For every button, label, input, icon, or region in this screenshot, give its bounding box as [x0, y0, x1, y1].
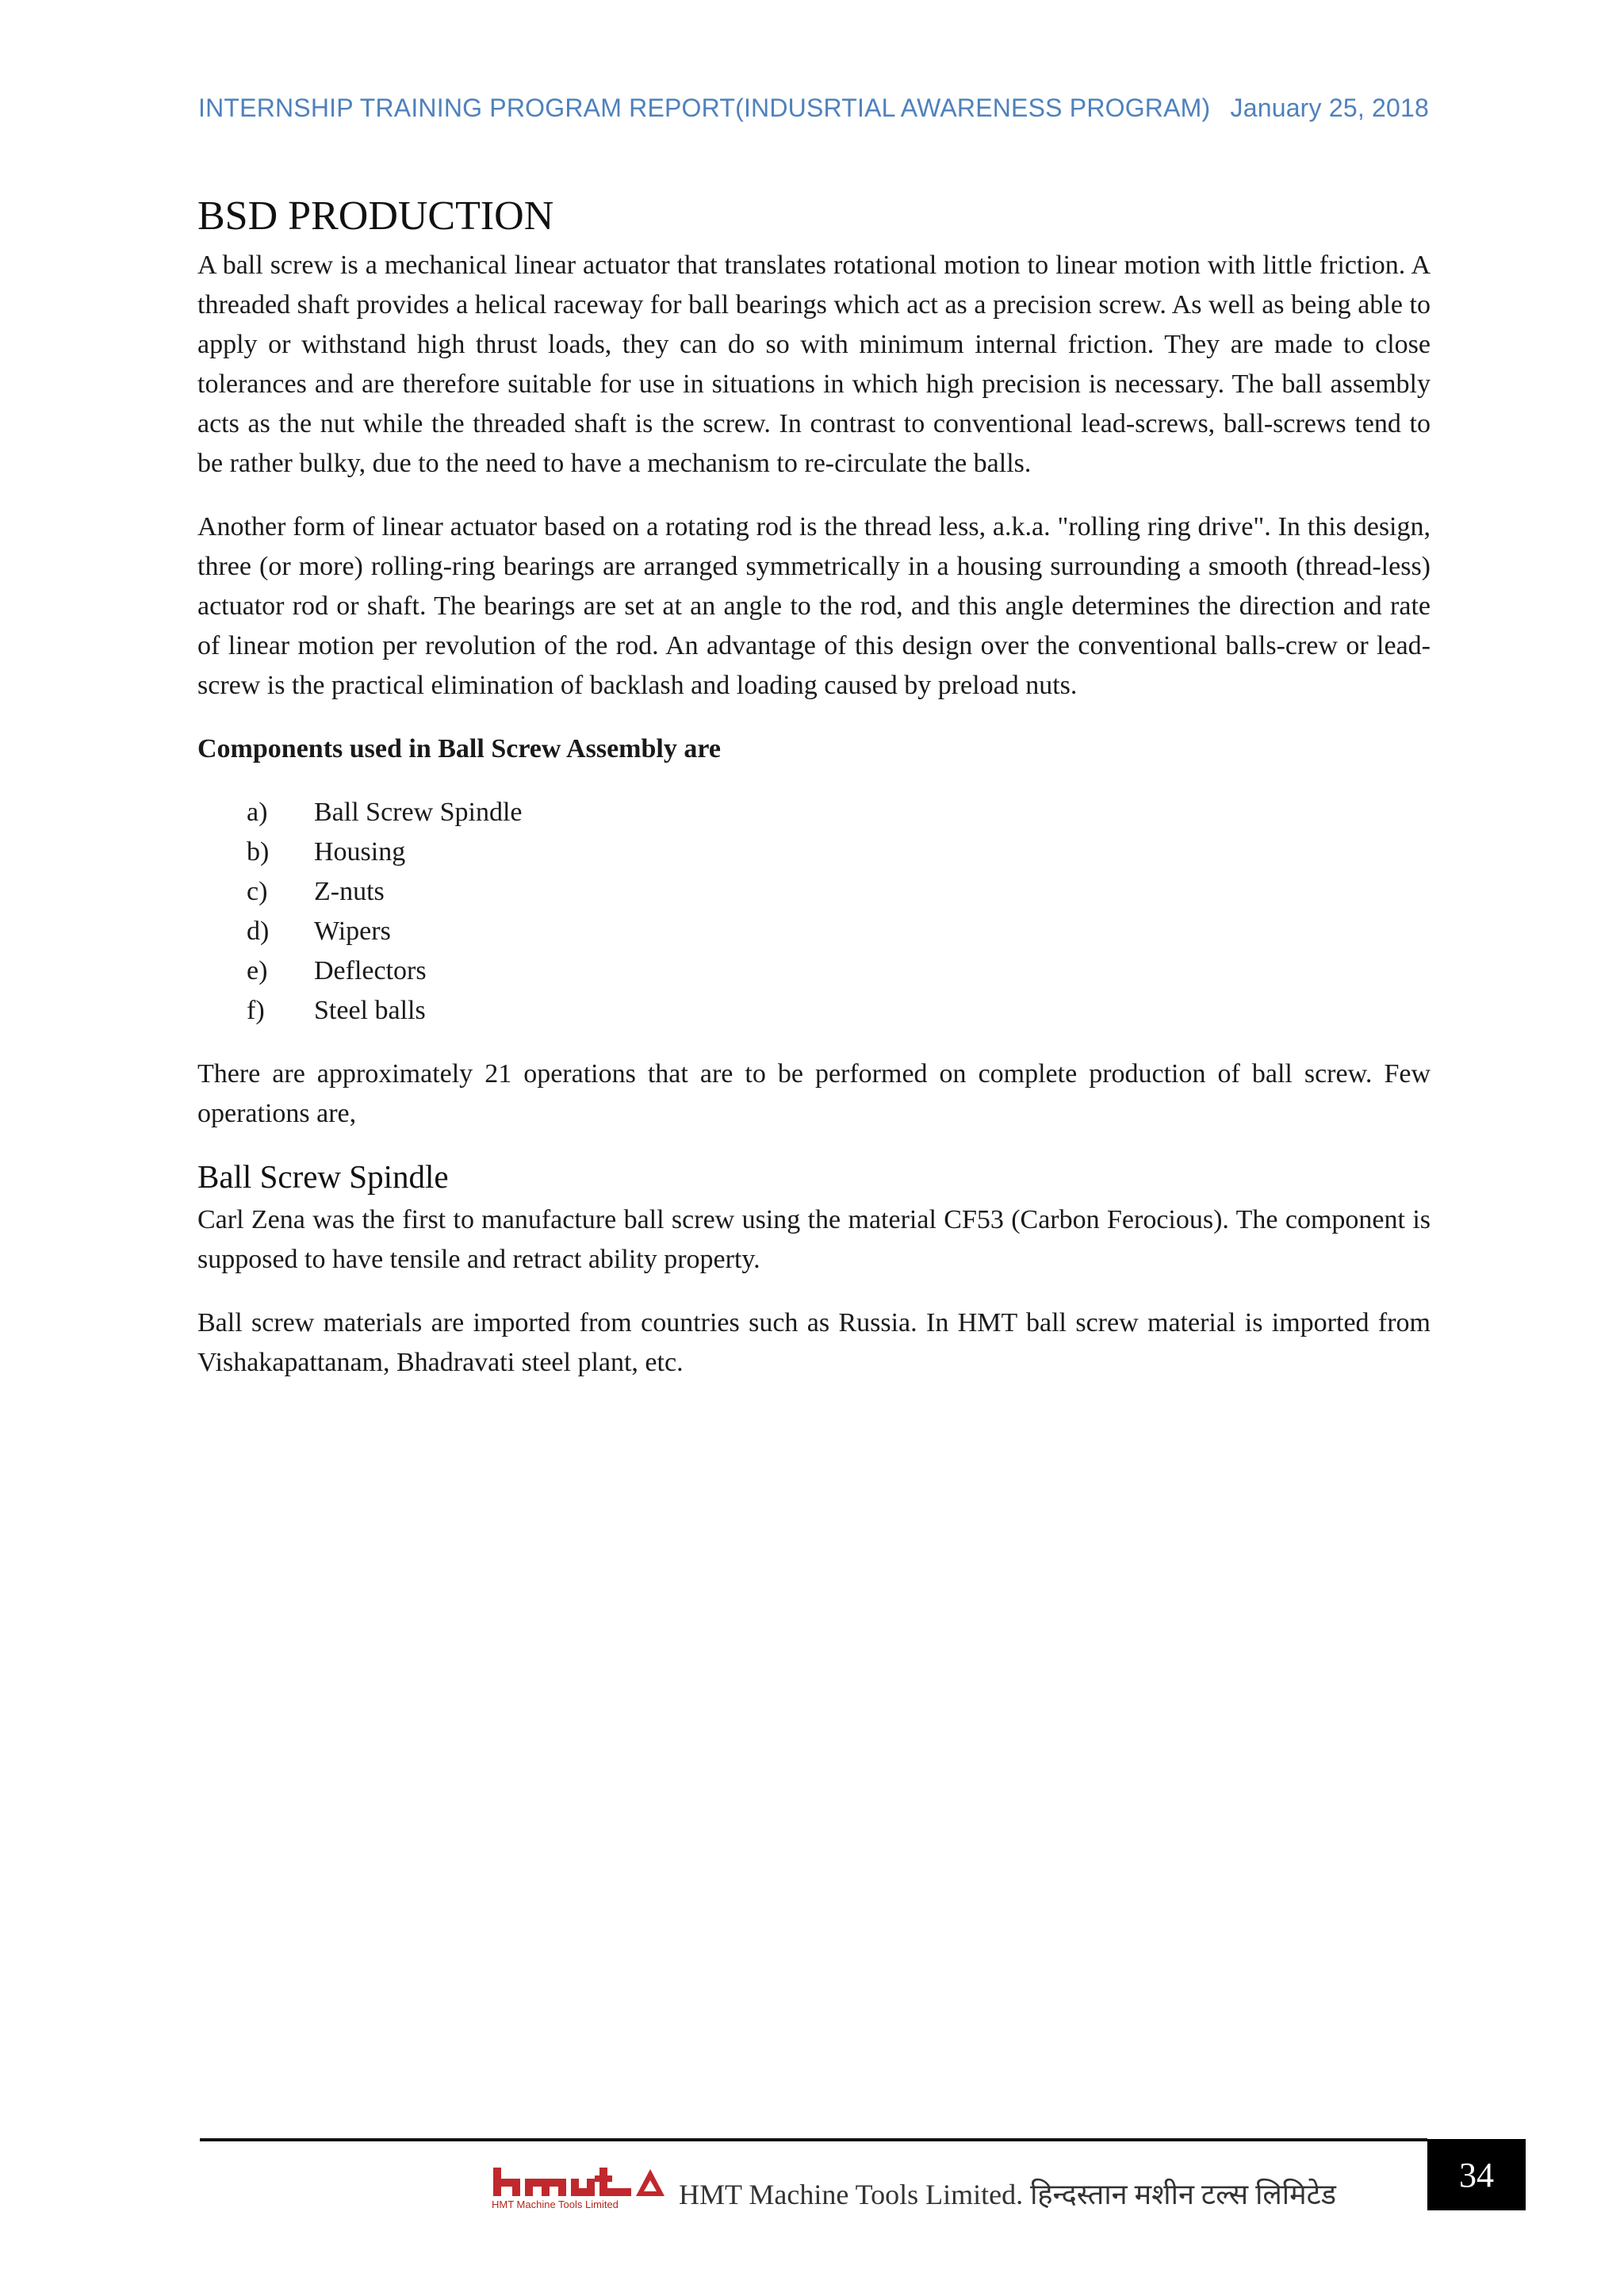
paragraph-materials-import: Ball screw materials are imported from countries such as Russia. In HMT ball screw material is imported from Vishakapattanam, Bhadravati steel plant, etc.	[197, 1307, 1431, 1377]
list-item-label: Housing	[314, 837, 406, 867]
page-content	[197, 192, 1431, 1406]
subsection-title: Ball Screw Spindle	[197, 1158, 449, 1196]
paragraph-carl-zena: Carl Zena was the first to manufacture ball screw using the material CF53 (Carbon Ferocious). The component is supposed to have tensile and retract ability property.	[197, 1204, 1431, 1274]
list-item	[247, 912, 1431, 951]
list-item	[247, 991, 1431, 1031]
hmt-logo	[492, 2164, 674, 2210]
paragraph-ball-screw-intro: A ball screw is a mechanical linear actuator that translates rotational motion to linear motion with little friction. A threaded shaft provides a helical raceway for ball bearings which act as a precision screw. As well as being able to apply or withstand high thrust loads, they can do so with minimum internal friction. They are made to close tolerances and are therefore suitable for use in situations in which high precision is necessary. The ball assembly acts as the nut while the threaded shaft is the screw. In contrast to conventional lead-screws, ball-screws tend to be rather bulky, due to the need to have a mechanism to re-circulate the balls.	[197, 251, 1431, 479]
list-marker: f)	[247, 996, 265, 1026]
list-marker: d)	[247, 916, 270, 947]
paragraph-operations: There are approximately 21 operations that are to be performed on complete production of ball screw. Few operations are,	[197, 1059, 1431, 1129]
footer-rule	[200, 2138, 1427, 2141]
components-heading: Components used in Ball Screw Assembly are	[197, 734, 721, 764]
list-item	[247, 832, 1431, 872]
list-marker: b)	[247, 837, 270, 867]
list-marker: e)	[247, 956, 268, 986]
list-marker: c)	[247, 877, 268, 907]
page-footer	[492, 2164, 1336, 2210]
logo-caption: HMT Machine Tools Limited	[492, 2198, 619, 2210]
section-title: BSD PRODUCTION	[197, 193, 554, 239]
hmt-logo-icon	[492, 2164, 674, 2199]
page-number: 34	[1427, 2139, 1526, 2210]
components-list	[247, 793, 1431, 1031]
footer-company-name: HMT Machine Tools Limited. हिन्दस्तान मशीन टल्स लिमिटेड	[679, 2179, 1337, 2210]
list-item	[247, 793, 1431, 832]
list-marker: a)	[247, 798, 268, 828]
list-item	[247, 951, 1431, 991]
list-item-label: Ball Screw Spindle	[314, 798, 523, 828]
list-item-label: Wipers	[314, 916, 391, 947]
list-item-label: Steel balls	[314, 996, 426, 1026]
list-item-label: Z-nuts	[314, 877, 385, 907]
list-item	[247, 872, 1431, 912]
report-title: INTERNSHIP TRAINING PROGRAM REPORT(INDUSRTIAL AWARENESS PROGRAM)	[198, 94, 1211, 122]
report-date: January 25, 2018	[1230, 94, 1429, 122]
page-header	[198, 94, 1429, 123]
list-item-label: Deflectors	[314, 956, 427, 986]
paragraph-rolling-ring-drive: Another form of linear actuator based on a rotating rod is the thread less, a.k.a. "rolling ring drive". In this design, three (or more) rolling-ring bearings are arranged symmetrically in a housing surrounding a smooth (thread-less) actuator rod or shaft. The bearings are set at an angle to the rod, and this angle determines the direction and rate of linear motion per revolution of the rod. An advantage of this design over the conventional balls-crew or lead-screw is the practical elimination of backlash and loading caused by preload nuts.	[197, 512, 1431, 701]
